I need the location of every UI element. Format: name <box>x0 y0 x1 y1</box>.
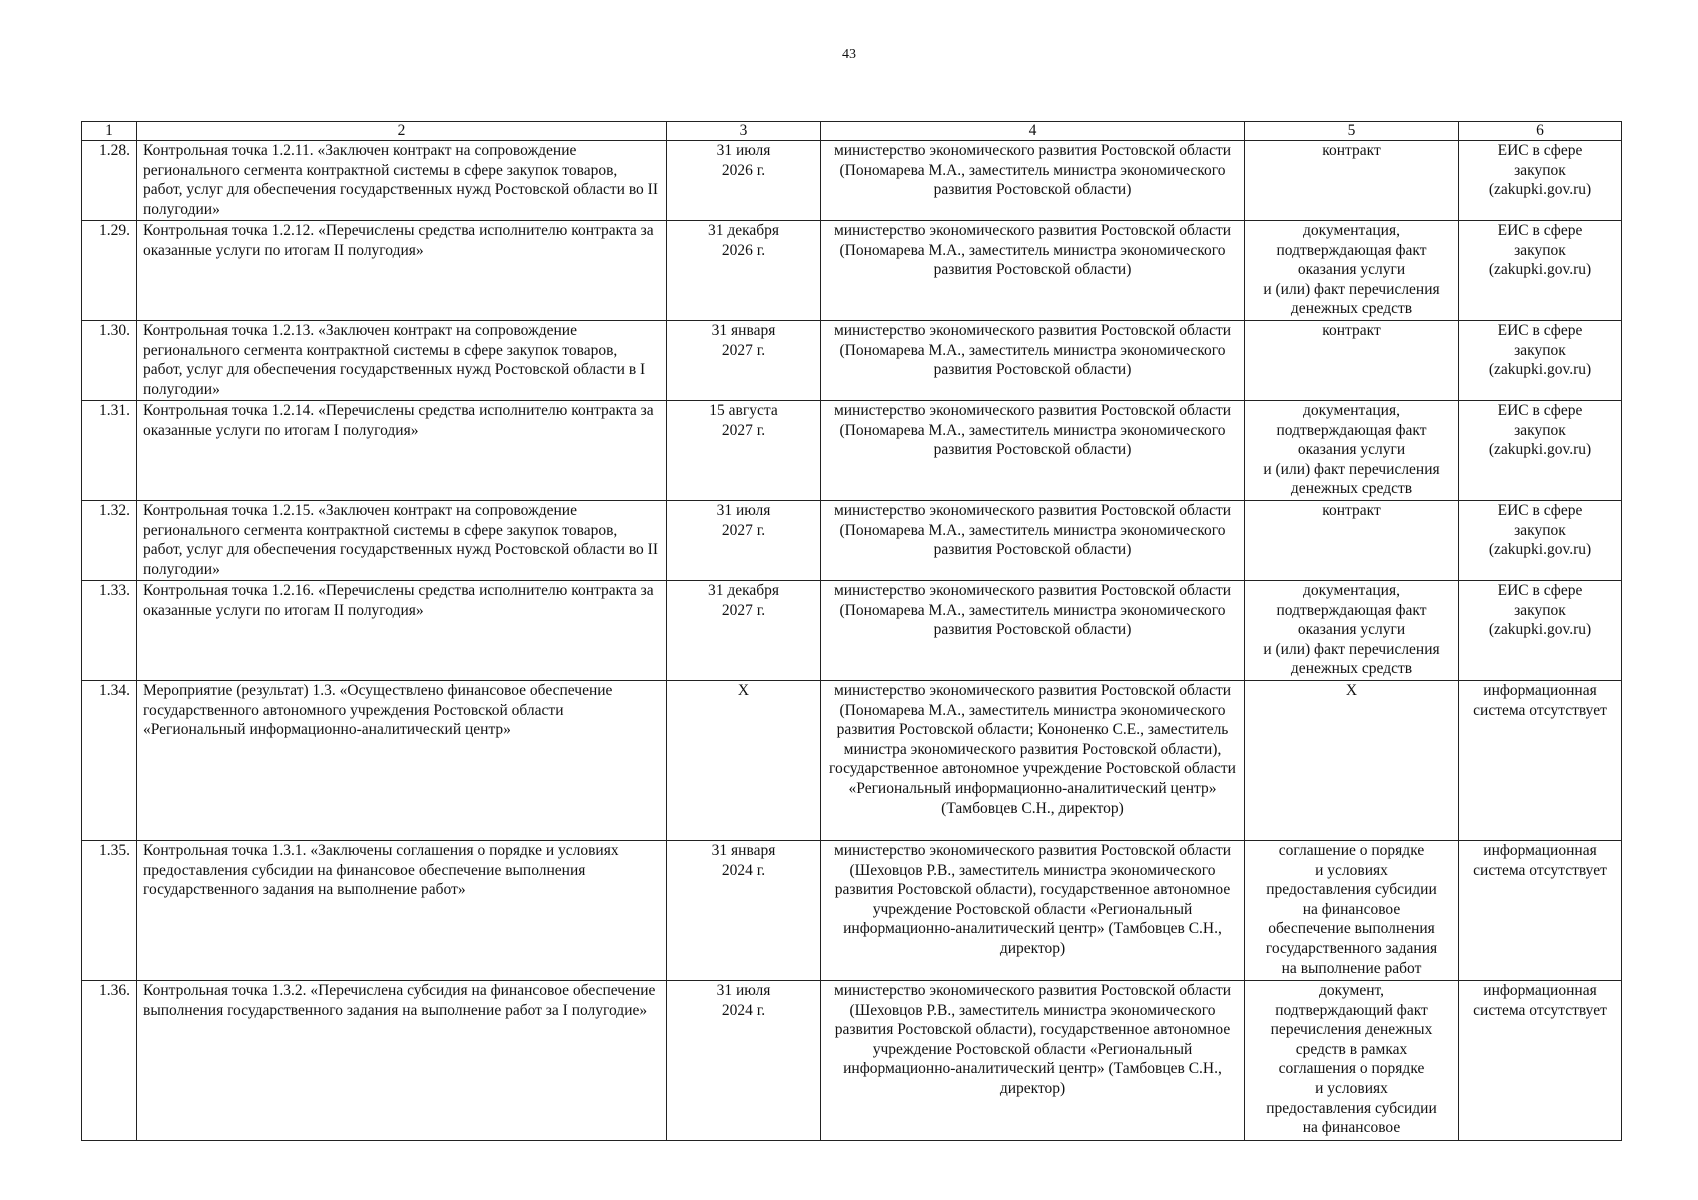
deadline: 31 декабря 2027 г. <box>707 582 780 619</box>
event-name: Контрольная точка 1.2.13. «Заключен контракт на сопровождение регионального сегмента контрактной системы в сфере закупок товаров, работ, услуг для обеспечения государственных нужд Ростовской области в I полугодии» <box>143 322 646 398</box>
table-row <box>82 581 1622 681</box>
event-name: Контрольная точка 1.2.12. «Перечислены средства исполнителю контракта за оказанные услуги по итогам II полугодия» <box>143 222 654 259</box>
document-type: контракт <box>1322 322 1381 339</box>
document-type: документ, подтверждающий факт перечисления денежных средств в рамках соглашения о порядке и условиях предоставления субсидии на финансовое <box>1266 982 1437 1137</box>
responsible: министерство экономического развития Ростовской области (Пономарева М.А., заместитель министра экономического развития Ростовской области) <box>833 142 1232 199</box>
table-row <box>82 321 1622 401</box>
column-header: 4 <box>821 122 1245 141</box>
column-header: 6 <box>1459 122 1622 141</box>
row-number: 1.34. <box>99 682 130 699</box>
table-row <box>82 141 1622 221</box>
row-number: 1.32. <box>99 502 130 519</box>
information-system: информационная система отсутствует <box>1473 682 1607 719</box>
responsible: министерство экономического развития Ростовской области (Пономарева М.А., заместитель министра экономического развития Ростовской области; Кононенко С.Е., заместитель министра экономического развития Ростовской области), государственное автономное учреждение Ростовской области «Региональный информационно-аналитический центр» (Тамбовцев С.Н., директор) <box>829 682 1236 817</box>
document-type: документация, подтверждающая факт оказания услуги и (или) факт перечисления денежных средств <box>1263 222 1440 318</box>
table-row <box>82 221 1622 321</box>
table-row <box>82 981 1622 1141</box>
row-number: 1.28. <box>99 142 130 159</box>
event-name: Контрольная точка 1.2.14. «Перечислены средства исполнителю контракта за оказанные услуги по итогам I полугодия» <box>143 402 654 439</box>
information-system: информационная система отсутствует <box>1473 842 1607 879</box>
row-number: 1.29. <box>99 222 130 239</box>
deadline: 31 июля 2027 г. <box>716 502 771 539</box>
document-type: соглашение о порядке и условиях предоставления субсидии на финансовое обеспечение выполнения государственного задания на выполнение работ <box>1265 842 1438 977</box>
row-number: 1.31. <box>99 402 130 419</box>
information-system: ЕИС в сфере закупок (zakupki.gov.ru) <box>1488 142 1592 199</box>
responsible: министерство экономического развития Ростовской области (Шеховцов Р.В., заместитель министра экономического развития Ростовской области), государственное автономное учреждение Ростовской области «Региональный информационно-аналитический центр» (Тамбовцев С.Н., директор) <box>833 982 1232 1097</box>
document-type: документация, подтверждающая факт оказания услуги и (или) факт перечисления денежных средств <box>1263 402 1440 498</box>
responsible: министерство экономического развития Ростовской области (Пономарева М.А., заместитель министра экономического развития Ростовской области) <box>833 322 1232 379</box>
table-row <box>82 841 1622 981</box>
information-system: информационная система отсутствует <box>1473 982 1607 1019</box>
row-number: 1.33. <box>99 582 130 599</box>
responsible: министерство экономического развития Ростовской области (Пономарева М.А., заместитель министра экономического развития Ростовской области) <box>833 222 1232 279</box>
information-system: ЕИС в сфере закупок (zakupki.gov.ru) <box>1488 222 1592 279</box>
column-header: 3 <box>667 122 821 141</box>
information-system: ЕИС в сфере закупок (zakupki.gov.ru) <box>1488 402 1592 459</box>
table-row <box>82 501 1622 581</box>
plan-table <box>81 121 1622 1141</box>
responsible: министерство экономического развития Ростовской области (Пономарева М.А., заместитель министра экономического развития Ростовской области) <box>833 582 1232 639</box>
deadline: 31 декабря 2026 г. <box>707 222 780 259</box>
responsible: министерство экономического развития Ростовской области (Шеховцов Р.В., заместитель министра экономического развития Ростовской области), государственное автономное учреждение Ростовской области «Региональный информационно-аналитический центр» (Тамбовцев С.Н., директор) <box>833 842 1232 957</box>
deadline: 15 августа 2027 г. <box>709 402 778 439</box>
deadline: 31 июля 2026 г. <box>716 142 771 179</box>
row-number: 1.30. <box>99 322 130 339</box>
column-numbers-row <box>82 122 1622 141</box>
column-header: 1 <box>82 122 137 141</box>
document-type: документация, подтверждающая факт оказания услуги и (или) факт перечисления денежных средств <box>1263 582 1440 678</box>
event-name: Контрольная точка 1.2.16. «Перечислены средства исполнителю контракта за оказанные услуги по итогам II полугодия» <box>143 582 654 619</box>
information-system: ЕИС в сфере закупок (zakupki.gov.ru) <box>1488 582 1592 639</box>
event-name: Контрольная точка 1.3.1. «Заключены соглашения о порядке и условиях предоставления субсидии на финансовое обеспечение выполнения государственного задания на выполнение работ» <box>143 842 619 899</box>
column-header: 5 <box>1245 122 1459 141</box>
deadline: 31 января 2027 г. <box>711 322 776 359</box>
deadline: Х <box>737 682 750 699</box>
responsible: министерство экономического развития Ростовской области (Пономарева М.А., заместитель министра экономического развития Ростовской области) <box>833 502 1232 559</box>
responsible: министерство экономического развития Ростовской области (Пономарева М.А., заместитель министра экономического развития Ростовской области) <box>833 402 1232 459</box>
event-name: Мероприятие (результат) 1.3. «Осуществлено финансовое обеспечение государственного автономного учреждения Ростовской области «Региональный информационно-аналитический центр» <box>143 682 613 739</box>
page-number: 43 <box>842 47 856 62</box>
table-row <box>82 401 1622 501</box>
row-number: 1.35. <box>99 842 130 859</box>
deadline: 31 января 2024 г. <box>711 842 776 879</box>
event-name: Контрольная точка 1.3.2. «Перечислена субсидия на финансовое обеспечение выполнения государственного задания на выполнение работ за I полугодие» <box>143 982 656 1019</box>
document-type: контракт <box>1322 502 1381 519</box>
row-number: 1.36. <box>99 982 130 999</box>
document-type: Х <box>1345 682 1358 699</box>
information-system: ЕИС в сфере закупок (zakupki.gov.ru) <box>1488 322 1592 379</box>
document-type: контракт <box>1322 142 1381 159</box>
table-row <box>82 681 1622 841</box>
event-name: Контрольная точка 1.2.15. «Заключен контракт на сопровождение регионального сегмента контрактной системы в сфере закупок товаров, работ, услуг для обеспечения государственных нужд Ростовской области во II полугодии» <box>143 502 658 578</box>
information-system: ЕИС в сфере закупок (zakupki.gov.ru) <box>1488 502 1592 559</box>
deadline: 31 июля 2024 г. <box>716 982 771 1019</box>
column-header: 2 <box>137 122 667 141</box>
event-name: Контрольная точка 1.2.11. «Заключен контракт на сопровождение регионального сегмента контрактной системы в сфере закупок товаров, работ, услуг для обеспечения государственных нужд Ростовской области во II полугодии» <box>143 142 658 218</box>
